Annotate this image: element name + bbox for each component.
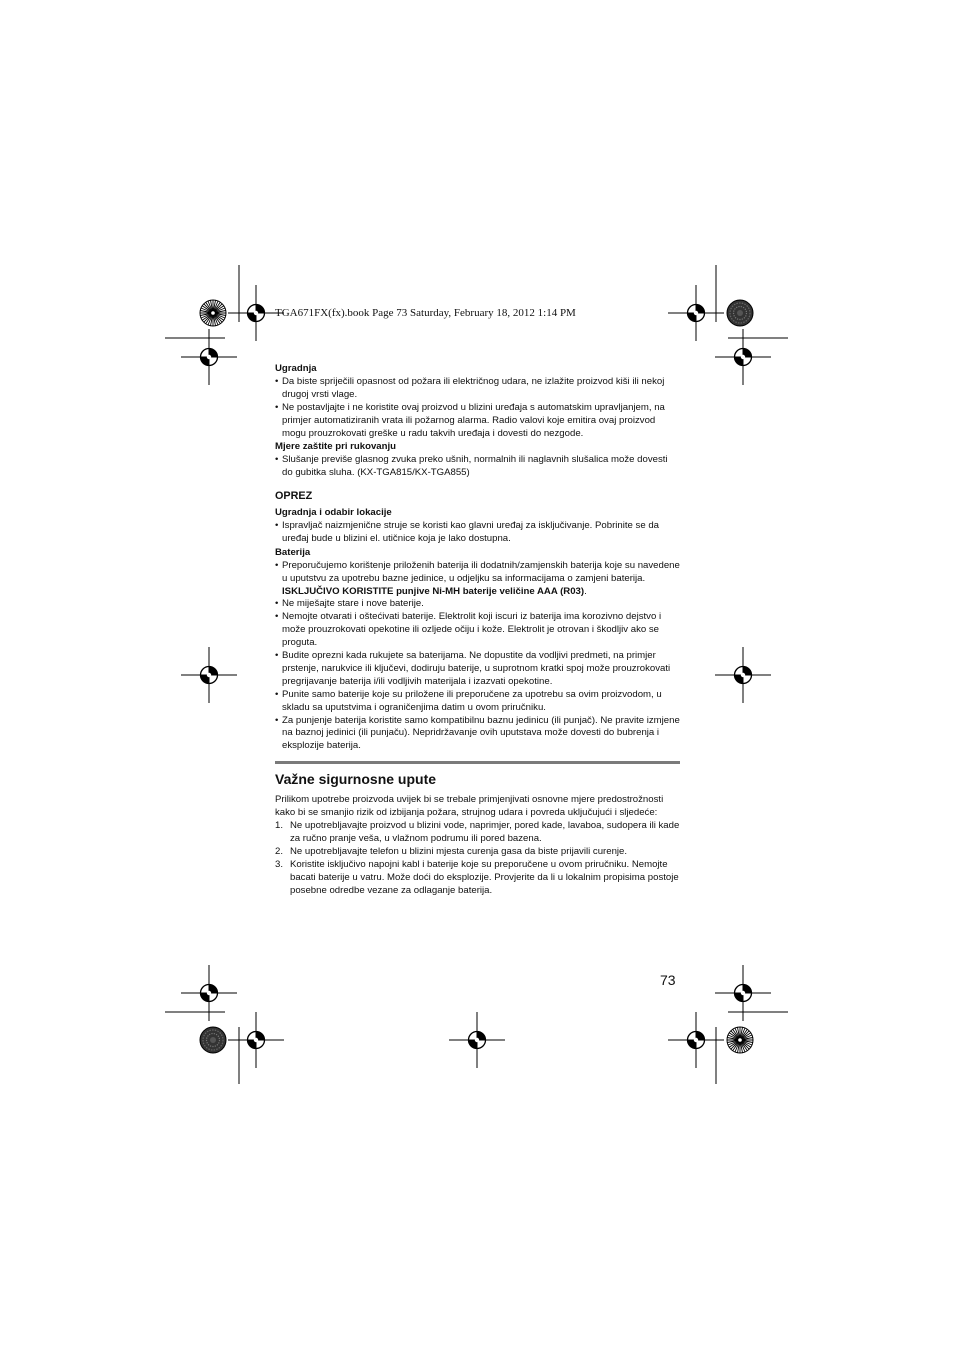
- page-body: [275, 362, 680, 898]
- print-header: TGA671FX(fx).book Page 73 Saturday, February 18, 2012 1:14 PM: [275, 307, 576, 319]
- numbered-item: [275, 846, 680, 859]
- list-item: • Budite oprezni kada rukujete sa baterijama. Ne dopustite da vodljivi predmeti, na primjer prstenje, narukvice ili ključevi, dodiruju baterije, u suprotnom kratki spoj može prouzrokovati pregrijavanje baterija i/ili vodljivih materijala i izazvati opekotine.: [275, 650, 680, 689]
- item-text: Ne upotrebljavajte telefon u blizini mjesta curenja gasa da biste prijavili curenje.: [290, 845, 628, 857]
- heading-ugradnja-lokacija: Ugradnja i odabir lokacije: [275, 507, 392, 519]
- heading-vazne-sigurnosne-upute: Važne sigurnosne upute: [275, 771, 437, 788]
- list-item: • Za punjenje baterija koristite samo kompatibilnu baznu jedinicu (ili punjač). Ne pravite izmjene na baznoj jedinici (ili punjaču). Nepridržavanje ovih uputstava može dovesti do bubrenja i eksplozije baterija.: [275, 715, 680, 754]
- list-item: • Ne miješajte stare i nove baterije.: [275, 598, 680, 611]
- item-text: Ne upotrebljavajte proizvod u blizini vode, naprimjer, pored kade, lavaboa, sudopera ili kade za ručno pranje veša, u vlažnom podrumu ili pored bazena.: [290, 820, 680, 844]
- heading-mjere-zastite: Mjere zaštite pri rukovanju: [275, 441, 397, 453]
- heading-baterija: Baterija: [275, 546, 311, 558]
- list-item: • Slušanje previše glasnog zvuka preko ušnih, normalnih ili naglavnih slušalica može dovesti do gubitka sluha. (KX-TGA815/KX-TGA855): [275, 454, 680, 480]
- intro-paragraph: Prilikom upotrebe proizvoda uvijek bi se trebale primjenjivati osnovne mjere predostrožnosti kako bi se smanjio rizik od izbijanja požara, strujnog udara i povreda uključujući i sljedeće:: [275, 794, 664, 819]
- item-number: 1.: [275, 820, 284, 832]
- item-text: Koristite isključivo napojni kabl i baterije koje su preporučene u ovom priručniku. Nemojte bacati baterije u vatru. Može doći do eksplozije. Provjerite da li u lokalnim propisima postoje posebne odredbe vezane za odlaganje baterija.: [290, 858, 679, 896]
- list-item: • Ispravljač naizmjenične struje se koristi kao glavni uređaj za isključivanje. Pobrinite se da uređaj bude u blizini el. utičnice koja je lako dostupna.: [275, 520, 680, 546]
- section-divider: [275, 761, 680, 764]
- heading-oprez: OPREZ: [275, 490, 313, 503]
- list-item: • Da biste spriječili opasnost od požara ili električnog udara, ne izlažite proizvod kiši ili nekoj drugoj vrsti vlage.: [275, 376, 680, 402]
- item-number: 3.: [275, 858, 284, 870]
- battery-warning-bold: ISKLJUČIVO KORISTITE punjive Ni-MH baterije veličine AAA (R03): [282, 585, 585, 597]
- list-item: • Punite samo baterije koje su priložene ili preporučene za upotrebu sa ovim proizvodom, u skladu sa uputstvima i ograničenjima datim u ovom priručniku.: [275, 689, 680, 715]
- numbered-item: [275, 859, 680, 898]
- list-item: • Nemojte otvarati i oštećivati baterije. Elektrolit koji iscuri iz baterija ima korozivno dejstvo i može prouzrokovati opekotine ili ozljede očiju i kože. Elektrolit je otrovan i škodljiv ako se proguta.: [275, 611, 680, 650]
- list-item: • Ne postavljajte i ne koristite ovaj proizvod u blizini uređaja s automatskim upravljanjem, na primjer automatiziranih vrata ili požarnog alarma. Radio valovi koje emitira ovaj proizvod mogu prouzrokovati greške u radu takvih uređaja i dovesti do nezgode.: [275, 402, 680, 441]
- list-item: [275, 560, 680, 599]
- item-number: 2.: [275, 845, 284, 857]
- battery-text-end: .: [584, 585, 587, 597]
- page-number: 73: [660, 972, 676, 988]
- battery-text: Preporučujemo korištenje priloženih baterija ili dodatnih/zamjenskih baterija koje su navedene u uputstvu za upotrebu bazne jedinice, u odjeljku sa informacijama o zamjeni baterija.: [282, 559, 680, 584]
- numbered-item: [275, 820, 680, 846]
- heading-ugradnja: Ugradnja: [275, 363, 317, 374]
